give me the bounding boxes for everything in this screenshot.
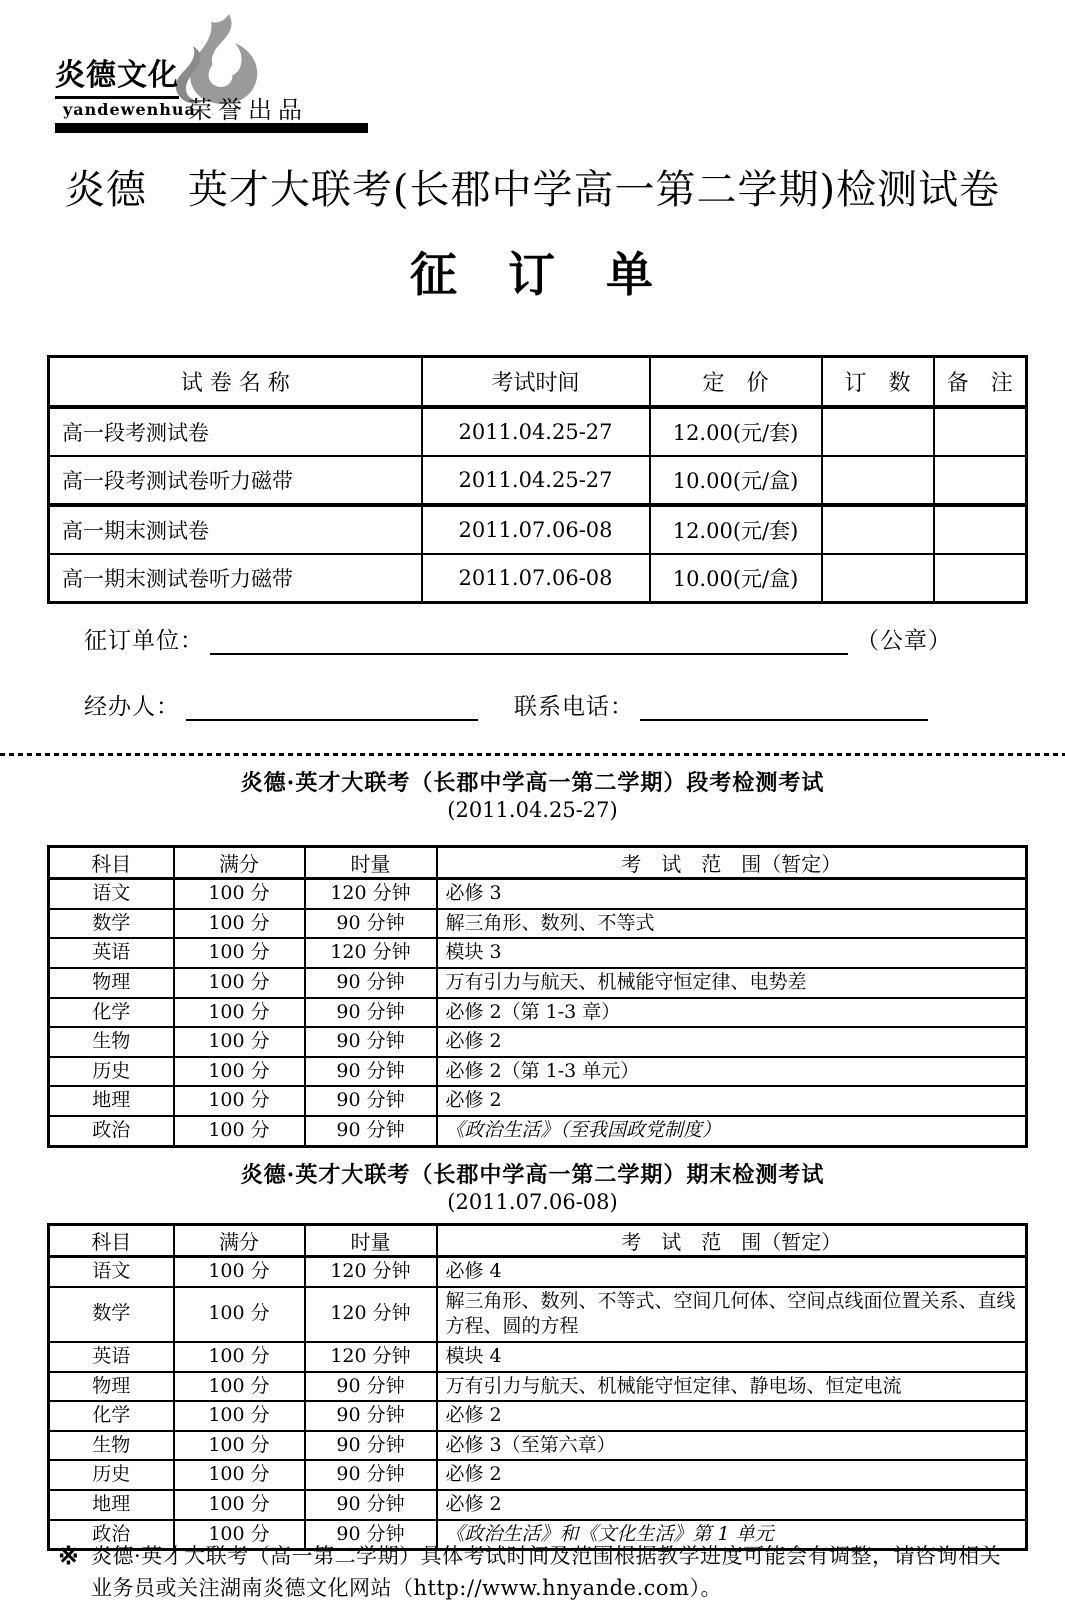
- table-row: [49, 1460, 1027, 1490]
- table-row: [49, 1086, 1027, 1116]
- duration-cell: 120 分钟: [305, 1257, 437, 1287]
- table-row: [49, 1257, 1027, 1287]
- scope-cell: 解三角形、数列、不等式: [437, 909, 1027, 939]
- quantity-cell[interactable]: [822, 554, 934, 603]
- subject-cell: 地理: [49, 1086, 174, 1116]
- scope-cell: 模块 3: [437, 938, 1027, 968]
- score-cell: 100 分: [174, 1027, 305, 1057]
- duration-cell: 90 分钟: [305, 1372, 437, 1402]
- duration-cell: 90 分钟: [305, 1027, 437, 1057]
- duration-cell: 90 分钟: [305, 1057, 437, 1087]
- exam-time-cell: 2011.04.25-27: [422, 407, 650, 456]
- final-section-date: (2011.07.06-08): [447, 1190, 618, 1214]
- col-header-full-score: 满分: [174, 847, 305, 879]
- quantity-cell[interactable]: [822, 456, 934, 505]
- duration-cell: 90 分钟: [305, 968, 437, 998]
- table-row: [49, 407, 1027, 456]
- subject-table-header-row: [49, 847, 1027, 879]
- footnote: [58, 1540, 1033, 1604]
- duration-cell: 90 分钟: [305, 998, 437, 1028]
- page-title: 炎德 英才大联考(长郡中学高一第二学期)检测试卷: [64, 167, 1001, 213]
- final-subject-table: [47, 1223, 1028, 1551]
- phone-input-line[interactable]: [640, 695, 928, 721]
- duration-cell: 120 分钟: [305, 1287, 437, 1342]
- table-row: [49, 938, 1027, 968]
- subject-cell: 历史: [49, 1057, 174, 1087]
- brand-pinyin: yandewenhua: [63, 100, 196, 119]
- duration-cell: 90 分钟: [305, 1116, 437, 1146]
- midterm-section-date: (2011.04.25-27): [447, 798, 618, 822]
- score-cell: 100 分: [174, 1116, 305, 1146]
- score-cell: 100 分: [174, 1401, 305, 1431]
- subject-cell: 地理: [49, 1490, 174, 1520]
- col-header-price: 定 价: [650, 357, 822, 407]
- col-header-quantity: 订 数: [822, 357, 934, 407]
- midterm-subject-table: [47, 845, 1028, 1148]
- agent-input-line[interactable]: [186, 695, 478, 721]
- subject-cell: 物理: [49, 1372, 174, 1402]
- order-table-header-row: [49, 357, 1027, 407]
- table-row: [49, 1401, 1027, 1431]
- table-row: [49, 456, 1027, 505]
- table-row: [49, 1490, 1027, 1520]
- brand-name: 炎德文化: [55, 58, 179, 99]
- subject-cell: 政治: [49, 1116, 174, 1146]
- quantity-cell[interactable]: [822, 407, 934, 456]
- brand-tagline: 荣誉出品: [188, 96, 308, 124]
- score-cell: 100 分: [174, 968, 305, 998]
- agent-label: 经办人：: [84, 694, 180, 720]
- col-header-duration: 时量: [305, 1225, 437, 1257]
- duration-cell: 90 分钟: [305, 1490, 437, 1520]
- score-cell: 100 分: [174, 1257, 305, 1287]
- logo-double-rule: [55, 123, 368, 133]
- table-row: [49, 998, 1027, 1028]
- paper-name-cell: 高一期末测试卷听力磁带: [49, 554, 422, 603]
- scope-cell: 必修 3（至第六章）: [437, 1431, 1027, 1461]
- duration-cell: 120 分钟: [305, 938, 437, 968]
- score-cell: 100 分: [174, 909, 305, 939]
- table-row: [49, 879, 1027, 909]
- scope-cell: 《政治生活》和《文化生活》第 1 单元: [437, 1520, 1027, 1550]
- price-cell: 12.00(元/套): [650, 505, 822, 554]
- scope-cell: 必修 2: [437, 1027, 1027, 1057]
- scope-cell: 万有引力与航天、机械能守恒定律、静电场、恒定电流: [437, 1372, 1027, 1402]
- scope-cell: 模块 4: [437, 1342, 1027, 1372]
- remark-cell[interactable]: [934, 505, 1027, 554]
- subject-cell: 语文: [49, 1257, 174, 1287]
- table-row: [49, 1287, 1027, 1342]
- col-header-subject: 科目: [49, 847, 174, 879]
- scope-cell: 必修 2（第 1-3 单元）: [437, 1057, 1027, 1087]
- scope-cell: 必修 2: [437, 1086, 1027, 1116]
- scope-cell: 必修 3: [437, 879, 1027, 909]
- subject-cell: 政治: [49, 1520, 174, 1550]
- order-unit-input-line[interactable]: [210, 629, 848, 655]
- duration-cell: 90 分钟: [305, 1086, 437, 1116]
- score-cell: 100 分: [174, 1460, 305, 1490]
- col-header-scope: 考 试 范 围（暂定）: [437, 847, 1027, 879]
- subject-cell: 数学: [49, 909, 174, 939]
- col-header-subject: 科目: [49, 1225, 174, 1257]
- subject-cell: 英语: [49, 938, 174, 968]
- scope-cell: 必修 2: [437, 1490, 1027, 1520]
- footnote-marker-icon: ※: [58, 1541, 79, 1570]
- exam-time-cell: 2011.07.06-08: [422, 505, 650, 554]
- subject-cell: 生物: [49, 1431, 174, 1461]
- col-header-exam-time: 考试时间: [422, 357, 650, 407]
- subject-cell: 历史: [49, 1460, 174, 1490]
- price-cell: 10.00(元/盒): [650, 456, 822, 505]
- scope-cell: 必修 4: [437, 1257, 1027, 1287]
- table-row: [49, 909, 1027, 939]
- order-unit-line: [84, 622, 952, 655]
- score-cell: 100 分: [174, 1287, 305, 1342]
- remark-cell[interactable]: [934, 456, 1027, 505]
- score-cell: 100 分: [174, 1431, 305, 1461]
- scope-cell: 必修 2: [437, 1401, 1027, 1431]
- subject-cell: 生物: [49, 1027, 174, 1057]
- score-cell: 100 分: [174, 1490, 305, 1520]
- col-header-scope: 考 试 范 围（暂定）: [437, 1225, 1027, 1257]
- table-row: [49, 1342, 1027, 1372]
- subject-cell: 化学: [49, 1401, 174, 1431]
- subject-cell: 语文: [49, 879, 174, 909]
- midterm-section-title: 炎德·英才大联考（长郡中学高一第二学期）段考检测考试: [240, 770, 825, 796]
- score-cell: 100 分: [174, 879, 305, 909]
- scope-cell: 必修 2（第 1-3 章）: [437, 998, 1027, 1028]
- duration-cell: 90 分钟: [305, 1401, 437, 1431]
- score-cell: 100 分: [174, 1057, 305, 1087]
- publisher-logo: [55, 10, 370, 135]
- table-row: [49, 968, 1027, 998]
- final-section-title: 炎德·英才大联考（长郡中学高一第二学期）期末检测考试: [240, 1162, 825, 1188]
- duration-cell: 90 分钟: [305, 1431, 437, 1461]
- scope-cell: 《政治生活》（至我国政党制度）: [437, 1116, 1027, 1146]
- table-row: [49, 554, 1027, 603]
- exam-time-cell: 2011.04.25-27: [422, 456, 650, 505]
- duration-cell: 90 分钟: [305, 1520, 437, 1550]
- subject-cell: 英语: [49, 1342, 174, 1372]
- order-unit-label: 征订单位：: [84, 628, 204, 654]
- table-row: [49, 1057, 1027, 1087]
- scope-cell: 解三角形、数列、不等式、空间几何体、空间点线面位置关系、直线方程、圆的方程: [437, 1287, 1027, 1342]
- subject-cell: 物理: [49, 968, 174, 998]
- score-cell: 100 分: [174, 938, 305, 968]
- scope-cell: 必修 2: [437, 1460, 1027, 1490]
- remark-cell[interactable]: [934, 407, 1027, 456]
- col-header-remark: 备 注: [934, 357, 1027, 407]
- agent-phone-line: [84, 688, 928, 721]
- exam-time-cell: 2011.07.06-08: [422, 554, 650, 603]
- col-header-duration: 时量: [305, 847, 437, 879]
- subject-table-header-row: [49, 1225, 1027, 1257]
- scope-cell: 万有引力与航天、机械能守恒定律、电势差: [437, 968, 1027, 998]
- seal-label: （公章）: [856, 628, 952, 654]
- page-subtitle: 征 订 单: [410, 248, 655, 303]
- dashed-divider: [0, 753, 1065, 756]
- table-row: [49, 1372, 1027, 1402]
- score-cell: 100 分: [174, 1086, 305, 1116]
- phone-label: 联系电话：: [514, 694, 634, 720]
- score-cell: 100 分: [174, 1372, 305, 1402]
- col-header-paper-name: 试 卷 名 称: [49, 357, 422, 407]
- col-header-full-score: 满分: [174, 1225, 305, 1257]
- duration-cell: 120 分钟: [305, 1342, 437, 1372]
- duration-cell: 90 分钟: [305, 909, 437, 939]
- price-cell: 10.00(元/盒): [650, 554, 822, 603]
- subject-cell: 数学: [49, 1287, 174, 1342]
- paper-name-cell: 高一期末测试卷: [49, 505, 422, 554]
- table-row: [49, 1027, 1027, 1057]
- subject-cell: 化学: [49, 998, 174, 1028]
- table-row: [49, 505, 1027, 554]
- paper-name-cell: 高一段考测试卷: [49, 407, 422, 456]
- score-cell: 100 分: [174, 998, 305, 1028]
- score-cell: 100 分: [174, 1342, 305, 1372]
- footnote-text: 炎德·英才大联考（高一第二学期）具体考试时间及范围根据教学进度可能会有调整，请咨询相关业务员或关注湖南炎德文化网站（http://www.hnyande.com）。: [90, 1544, 1002, 1600]
- table-row: [49, 1431, 1027, 1461]
- duration-cell: 120 分钟: [305, 879, 437, 909]
- quantity-cell[interactable]: [822, 505, 934, 554]
- paper-name-cell: 高一段考测试卷听力磁带: [49, 456, 422, 505]
- order-table: [47, 355, 1028, 604]
- remark-cell[interactable]: [934, 554, 1027, 603]
- score-cell: 100 分: [174, 1520, 305, 1550]
- duration-cell: 90 分钟: [305, 1460, 437, 1490]
- table-row: [49, 1116, 1027, 1146]
- price-cell: 12.00(元/套): [650, 407, 822, 456]
